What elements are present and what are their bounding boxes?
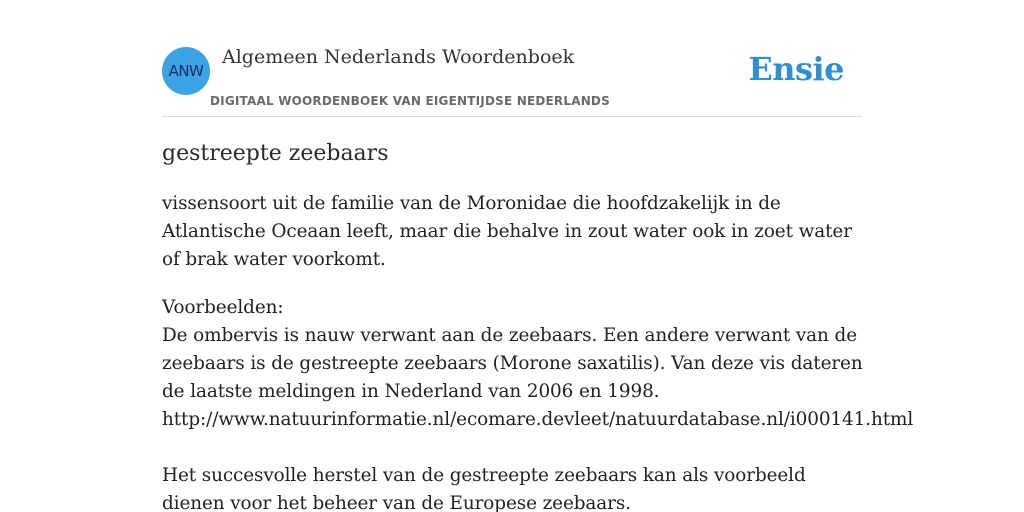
entry-content (162, 138, 914, 512)
example-text: De ombervis is nauw verwant aan de zeebaars. Een andere verwant van de zeebaars is de gestreepte zeebaars (Morone saxatilis). Van deze vis dateren de laatste meldingen in Nederland van 2006 en 1998. (162, 325, 863, 402)
site-header (162, 44, 862, 117)
anw-logo[interactable]: ANW (162, 47, 210, 95)
spacer (162, 434, 866, 462)
entry-definition: vissensoort uit de familie van de Moronidae die hoofdzakelijk in de Atlantische Oceaan leeft, maar die behalve in zout water ook in zoet water of brak water voorkomt. (162, 193, 852, 270)
example-source-url: http://www.natuurinformatie.nl/ecomare.devleet/natuurdatabase.nl/i000141.html (162, 409, 914, 430)
ensie-brand-logo[interactable]: Ensie (748, 50, 844, 88)
examples-label: Voorbeelden: (162, 297, 284, 318)
site-subtitle: DIGITAAL WOORDENBOEK VAN EIGENTIJDSE NEDERLANDS (210, 94, 610, 108)
site-title[interactable]: Algemeen Nederlands Woordenboek (222, 46, 575, 68)
examples-section (162, 294, 914, 512)
entry-term: gestreepte zeebaars (162, 141, 389, 166)
example-text: Het succesvolle herstel van de gestreepte zeebaars kan als voorbeeld dienen voor het beheer van de Europese zeebaars. (162, 465, 806, 512)
